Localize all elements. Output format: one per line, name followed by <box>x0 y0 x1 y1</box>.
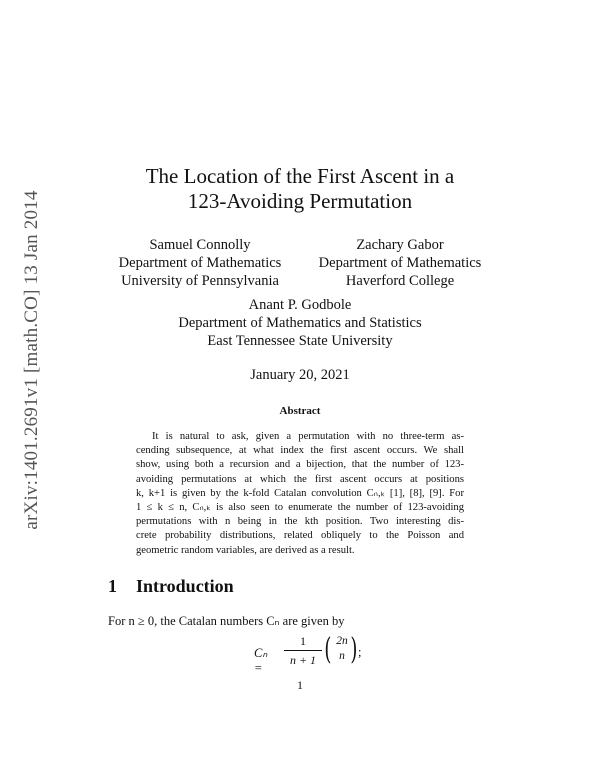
abstract-heading: Abstract <box>279 405 321 417</box>
equation-terminator: ; <box>358 645 362 659</box>
binomial-top: 2n <box>336 635 348 647</box>
fraction-bar <box>284 650 322 651</box>
author-block <box>100 296 500 350</box>
abstract-line: show, using both a recursion and a bijection, that the number of 123- <box>136 459 464 471</box>
author-institution: East Tennessee State University <box>207 333 393 349</box>
section-title: Introduction <box>136 576 234 596</box>
author-block <box>100 236 300 290</box>
author-department: Department of Mathematics <box>318 255 482 271</box>
section-number: 1 <box>108 576 117 596</box>
page-number: 1 <box>297 678 303 692</box>
abstract-line: avoiding permutations at which the first ascent occurs at positions <box>136 473 464 485</box>
abstract-line: k, k+1 is given by the k-fold Catalan convolution Cₙ,ₖ [1], [8], [9]. For <box>136 487 464 499</box>
publication-date: January 20, 2021 <box>250 367 350 383</box>
abstract-line: crete probability distributions, related obliquely to the Poisson and <box>136 530 464 542</box>
arxiv-side-stamp <box>12 180 52 540</box>
abstract-line: It is natural to ask, given a permutation with no three-term as- <box>152 431 464 442</box>
section-heading <box>108 576 234 597</box>
author-block <box>300 236 500 290</box>
author-name: Zachary Gabor <box>356 237 444 253</box>
abstract-body <box>136 430 464 558</box>
fraction-denominator: n + 1 <box>289 653 317 667</box>
abstract-line: cending subsequence, at what index the first ascent occurs. We shall <box>136 445 464 457</box>
author-institution: Haverford College <box>345 273 455 289</box>
abstract-line: permutations with n being in the kth position. Two interesting dis- <box>136 516 464 528</box>
fraction-numerator: 1 <box>300 634 306 648</box>
binomial-terms <box>332 634 352 664</box>
arxiv-identifier: arXiv:1401.2691v1 [math.CO] 13 Jan 2014 <box>21 190 42 530</box>
body-paragraph: For n ≥ 0, the Catalan numbers Cₙ are given by <box>108 614 345 628</box>
left-paren: ( <box>324 632 332 667</box>
paper-title-line-2: 123-Avoiding Permutation <box>187 189 413 213</box>
author-name: Anant P. Godbole <box>248 297 352 313</box>
author-institution: University of Pennsylvania <box>121 273 279 289</box>
author-department: Department of Mathematics <box>118 255 282 271</box>
author-name: Samuel Connolly <box>149 237 251 253</box>
abstract-line: 1 ≤ k ≤ n, Cₙ,ₖ is also seen to enumerate the number of 123-avoiding <box>136 502 464 514</box>
binomial-bottom: n <box>339 650 345 662</box>
right-paren: ) <box>350 632 358 667</box>
paper-title-line-1: The Location of the First Ascent in a <box>145 164 455 188</box>
equation-lhs: Cₙ = <box>254 646 268 675</box>
abstract-line: geometric random variables, are derived as a result. <box>136 544 355 556</box>
fraction <box>284 634 322 667</box>
author-department: Department of Mathematics and Statistics <box>178 315 422 331</box>
